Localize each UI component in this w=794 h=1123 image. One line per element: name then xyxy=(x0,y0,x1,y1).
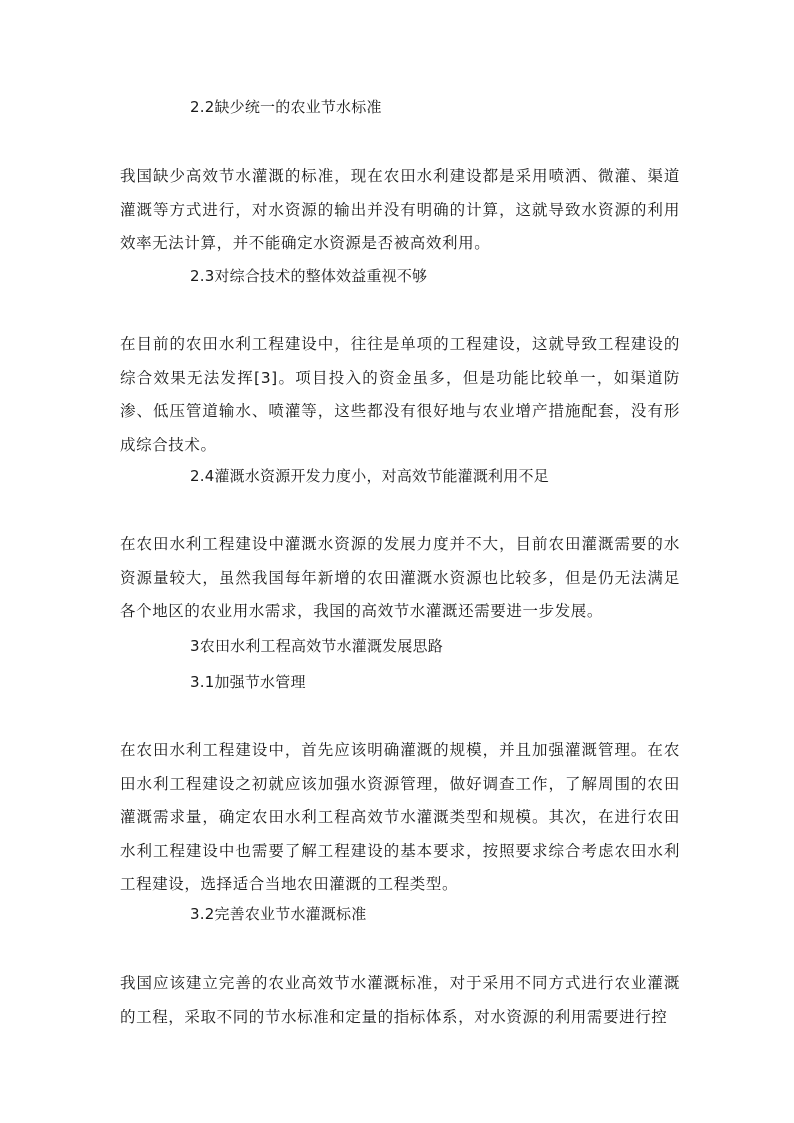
section-heading-2-2: 2.2缺少统一的农业节水标准 xyxy=(190,98,382,116)
section-heading-3-1: 3.1加强节水管理 xyxy=(190,673,306,691)
paragraph-2-2: 我国缺少高效节水灌溉的标准，现在农田水利建设都是采用喷洒、微灌、渠道灌溉等方式进行，对水资源的输出并没有明确的计算，这就导致水资源的利用效率无法计算，并不能确定水资源是否被高效利用。 xyxy=(120,167,680,252)
section-heading-2-3: 2.3对综合技术的整体效益重视不够 xyxy=(190,267,428,285)
section-heading-3: 3农田水利工程高效节水灌溉发展思路 xyxy=(190,637,443,655)
paragraph-2-4: 在农田水利工程建设中灌溉水资源的发展力度并不大，目前农田灌溉需要的水资源量较大，虽然我国每年新增的农田灌溉水资源也比较多，但是仍无法满足各个地区的农业用水需求，我国的高效节水灌溉还需要进一步发展。 xyxy=(120,535,680,620)
section-heading-3-2: 3.2完善农业节水灌溉标准 xyxy=(190,905,367,923)
paragraph-3-1: 在农田水利工程建设中，首先应该明确灌溉的规模，并且加强灌溉管理。在农田水利工程建设之初就应该加强水资源管理，做好调查工作，了解周围的农田灌溉需求量，确定农田水利工程高效节水灌溉类型和规模。其次，在进行农田水利工程建设中也需要了解工程建设的基本要求，按照要求综合考虑农田水利工程建设，选择适合当地农田灌溉的工程类型。 xyxy=(120,741,680,893)
paragraph-2-3: 在目前的农田水利工程建设中，往往是单项的工程建设，这就导致工程建设的综合效果无法发挥[3]。项目投入的资金虽多，但是功能比较单一，如渠道防渗、低压管道输水、喷灌等，这些都没有很好地与农业增产措施配套，没有形成综合技术。 xyxy=(120,335,680,454)
section-heading-2-4: 2.4灌溉水资源开发力度小，对高效节能灌溉利用不足 xyxy=(190,467,549,485)
paragraph-3-2: 我国应该建立完善的农业高效节水灌溉标准，对于采用不同方式进行农业灌溉的工程，采取不同的节水标准和定量的指标体系，对水资源的利用需要进行控 xyxy=(120,974,680,1026)
